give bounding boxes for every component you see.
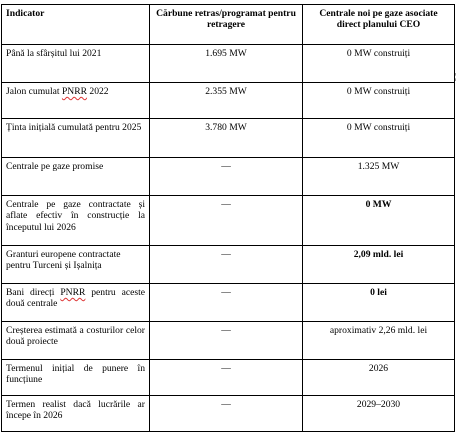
gas-cell: 0 lei (303, 284, 455, 322)
coal-cell: — (150, 396, 303, 432)
coal-cell: — (150, 284, 303, 322)
table-row (2, 322, 455, 360)
table-row (2, 246, 455, 284)
coal-cell: 3.780 MW (150, 119, 303, 158)
coal-cell: — (150, 360, 303, 396)
table-row (2, 396, 455, 432)
table-row (2, 119, 455, 158)
header-new-gas-plants: Centrale noi pe gaze asociate direct planului CEO (303, 5, 455, 45)
indicator-cell: Bani direcți PNRR pentru aceste două centrale (2, 284, 150, 322)
table-header-row (2, 5, 455, 45)
table-row (2, 196, 455, 246)
indicator-cell (2, 83, 150, 119)
margin-marker: ¦ (455, 72, 457, 81)
indicator-cell: Creșterea estimată a costurilor celor două proiecte (2, 322, 150, 360)
indicator-cell: Până la sfârșitul lui 2021 (2, 45, 150, 83)
gas-cell: 0 MW construiți (303, 83, 455, 119)
gas-cell: 0 MW construiți (303, 119, 455, 158)
gas-cell: 1.325 MW (303, 158, 455, 196)
indicator-cell: Termen realist dacă lucrările ar începe în 2026 (2, 396, 150, 432)
indicator-cell: Centrale pe gaze promise (2, 158, 150, 196)
coal-cell: 2.355 MW (150, 83, 303, 119)
indicator-cell: Granturi europene contractate pentru Turceni și Ișalnița (2, 246, 150, 284)
table-row (2, 83, 455, 119)
gas-cell: 2,09 mld. lei (303, 246, 455, 284)
indicator-text: Jalon cumulat PNRR 2022 (6, 86, 109, 97)
gas-cell: 0 MW construiți (303, 45, 455, 83)
table-row (2, 158, 455, 196)
gas-cell: 2026 (303, 360, 455, 396)
gas-cell: 2029–2030 (303, 396, 455, 432)
spellcheck-word: PNRR (60, 287, 86, 298)
document-page (1, 4, 455, 432)
table-row (2, 45, 455, 83)
coal-cell: 1.695 MW (150, 45, 303, 83)
indicator-cell: Termenul inițial de punere în funcțiune (2, 360, 150, 396)
indicator-cell: Ținta inițială cumulată pentru 2025 (2, 119, 150, 158)
coal-cell: — (150, 158, 303, 196)
energy-indicators-table (1, 4, 455, 432)
coal-cell: — (150, 196, 303, 246)
spellcheck-word: PNRR (61, 86, 88, 97)
indicator-cell: Centrale pe gaze contractate și aflate efectiv în construcție la începutul lui 2026 (2, 196, 150, 246)
gas-cell: aproximativ 2,26 mld. lei (303, 322, 455, 360)
coal-cell: — (150, 246, 303, 284)
table-row (2, 360, 455, 396)
header-coal-retired: Cărbune retras/programat pentru retragere (150, 5, 303, 45)
gas-cell: 0 MW (303, 196, 455, 246)
table-row (2, 284, 455, 322)
header-indicator: Indicator (2, 5, 150, 45)
coal-cell: — (150, 322, 303, 360)
